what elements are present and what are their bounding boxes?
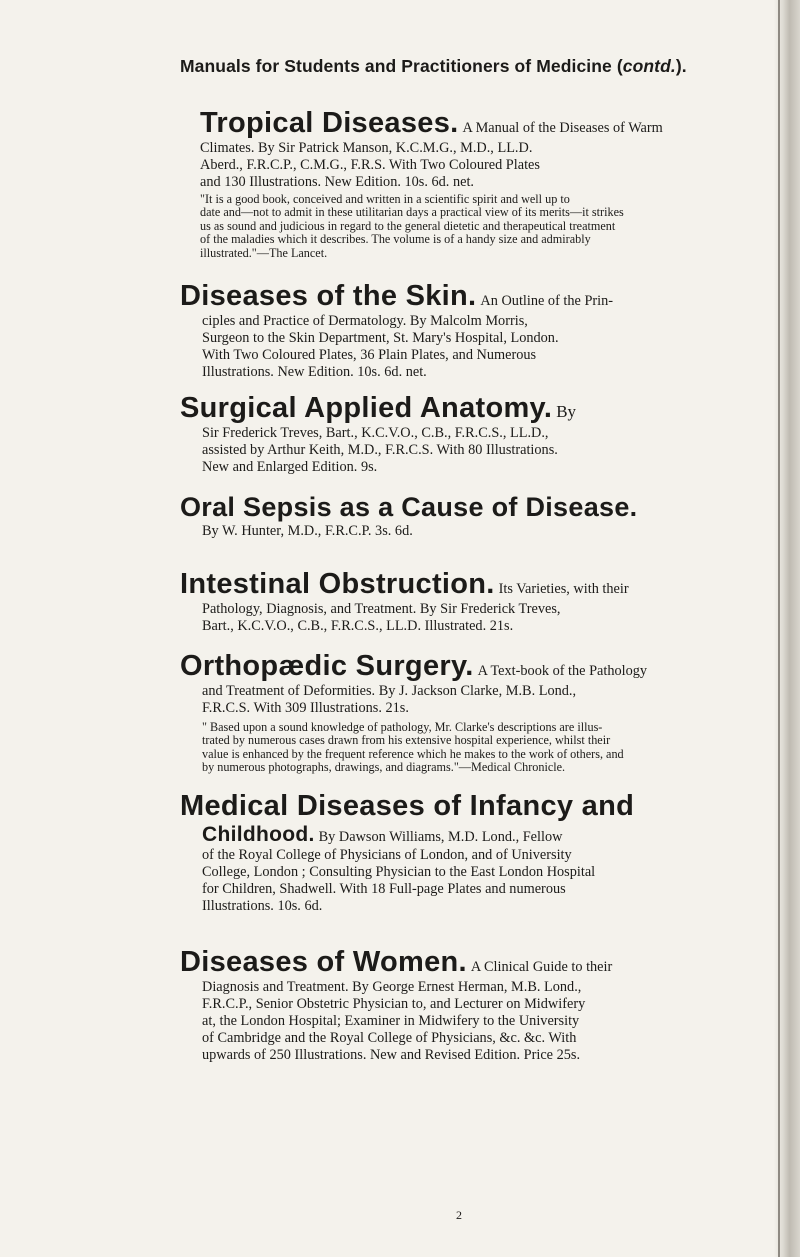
entry-heading [180, 392, 740, 425]
entry-intestinal-obstruction [180, 568, 740, 635]
entry-title-continued: Childhood. [202, 823, 315, 846]
quote-line: date and—not to admit in these utilitarian days a practical view of its merits—it strikes [200, 205, 624, 220]
entry-line: Illustrations. 10s. 6d. [202, 898, 323, 914]
entry-title: Orthopædic Surgery. [180, 650, 474, 682]
entry-line: at, the London Hospital; Examiner in Midwifery to the University [202, 1013, 580, 1029]
entry-lead: Its Varieties, with their [498, 581, 629, 597]
entry-lead: A Manual of the Diseases of Warm [462, 120, 663, 136]
quote-line: of the maladies which it describes. The volume is of a handy size and admirably [200, 232, 591, 247]
entry-lead: An Outline of the Prin- [480, 293, 614, 309]
header-contd: contd. [622, 56, 676, 76]
review-quote [200, 193, 760, 260]
entry-heading [180, 280, 740, 313]
entry-line: and 130 Illustrations. New Edition. 10s. 6d. net. [200, 174, 474, 190]
entry-line: ciples and Practice of Dermatology. By Malcolm Morris, [202, 313, 528, 329]
entry-line: Climates. By Sir Patrick Manson, K.C.M.G., M.D., LL.D. [200, 140, 533, 156]
entry-heading [180, 946, 740, 979]
quote-line: by numerous photographs, drawings, and diagrams."—Medical Chronicle. [202, 760, 566, 775]
entry-line: upwards of 250 Illustrations. New and Revised Edition. Price 25s. [202, 1047, 581, 1063]
quote-line: trated by numerous cases drawn from his extensive hospital experience, whilst their [202, 733, 611, 748]
entry-surgical-applied-anatomy [180, 392, 740, 476]
entry-diseases-of-women [180, 946, 740, 1064]
quote-line: " Based upon a sound knowledge of pathology, Mr. Clarke's descriptions are illus- [202, 720, 603, 734]
entry-line: Surgeon to the Skin Department, St. Mary's Hospital, London. [202, 330, 559, 346]
entry-line: Illustrations. New Edition. 10s. 6d. net. [202, 364, 427, 380]
entry-line: of Cambridge and the Royal College of Physicians, &c. &c. With [202, 1030, 577, 1046]
entry-tropical-diseases [200, 107, 760, 260]
entry-line: Aberd., F.R.C.P., C.M.G., F.R.S. With Two Coloured Plates [200, 157, 540, 173]
running-header: Manuals for Students and Practitioners of Medicine (contd.). [180, 56, 687, 76]
entry-heading-continued [202, 823, 740, 847]
entry-heading [200, 107, 760, 140]
entry-line: Sir Frederick Treves, Bart., K.C.V.O., C.B., F.R.C.S., LL.D., [202, 425, 549, 441]
entry-lead: A Clinical Guide to their [470, 959, 613, 975]
entry-line: With Two Coloured Plates, 36 Plain Plates, and Numerous [202, 347, 537, 363]
entry-line: for Children, Shadwell. With 18 Full-page Plates and numerous [202, 881, 566, 897]
entry-lead: By [556, 402, 577, 421]
entry-infancy-and-childhood [180, 790, 740, 915]
entry-line: Pathology, Diagnosis, and Treatment. By Sir Frederick Treves, [202, 601, 561, 617]
entry-line: and Treatment of Deformities. By J. Jackson Clarke, M.B. Lond., [202, 683, 577, 699]
entry-orthopaedic-surgery [180, 650, 740, 775]
entry-line: of the Royal College of Physicians of London, and of University [202, 847, 572, 863]
entry-line: assisted by Arthur Keith, M.D., F.R.C.S. With 80 Illustrations. [202, 442, 558, 458]
entry-lead: A Text-book of the Pathology [477, 663, 648, 679]
entry-title: Tropical Diseases. [200, 107, 459, 139]
entry-title: Intestinal Obstruction. [180, 568, 495, 600]
entry-line: F.R.C.P., Senior Obstetric Physician to, and Lecturer on Midwifery [202, 996, 586, 1012]
entry-line: By W. Hunter, M.D., F.R.C.P. 3s. 6d. [202, 523, 413, 539]
page-number: 2 [456, 1208, 462, 1222]
entry-line: College, London ; Consulting Physician to the East London Hospital [202, 864, 596, 880]
entry-diseases-of-the-skin [180, 280, 740, 381]
entry-line: Diagnosis and Treatment. By George Ernest Herman, M.B. Lond., [202, 979, 582, 995]
review-quote [202, 721, 740, 775]
entry-title: Diseases of the Skin. [180, 280, 477, 312]
entry-heading [180, 790, 740, 823]
entry-heading [180, 492, 740, 523]
entry-title: Medical Diseases of Infancy and [180, 790, 635, 822]
entry-heading [180, 568, 740, 601]
entry-line: Bart., K.C.V.O., C.B., F.R.C.S., LL.D. Illustrated. 21s. [202, 618, 514, 634]
quote-line: illustrated."—The Lancet. [200, 245, 328, 260]
entry-line: New and Enlarged Edition. 9s. [202, 459, 378, 475]
page-edge-line [778, 0, 780, 1257]
entry-heading [180, 650, 740, 683]
header-text: Manuals for Students and Practitioners of Medicine [180, 56, 612, 76]
entry-title: Diseases of Women. [180, 946, 467, 978]
entry-line: F.R.C.S. With 309 Illustrations. 21s. [202, 700, 409, 716]
entry-lead: By Dawson Williams, M.D. Lond., Fellow [318, 829, 563, 845]
quote-line: value is enhanced by the frequent reference which he makes to the work of others, and [202, 746, 624, 761]
quote-line: us as sound and judicious in regard to the general dietetic and therapeutical treatment [200, 218, 616, 233]
entry-title: Oral Sepsis as a Cause of Disease. [180, 492, 638, 522]
quote-line: "It is a good book, conceived and written in a scientific spirit and well up to [200, 192, 570, 206]
entry-oral-sepsis [180, 492, 740, 540]
entry-title: Surgical Applied Anatomy. [180, 392, 553, 424]
